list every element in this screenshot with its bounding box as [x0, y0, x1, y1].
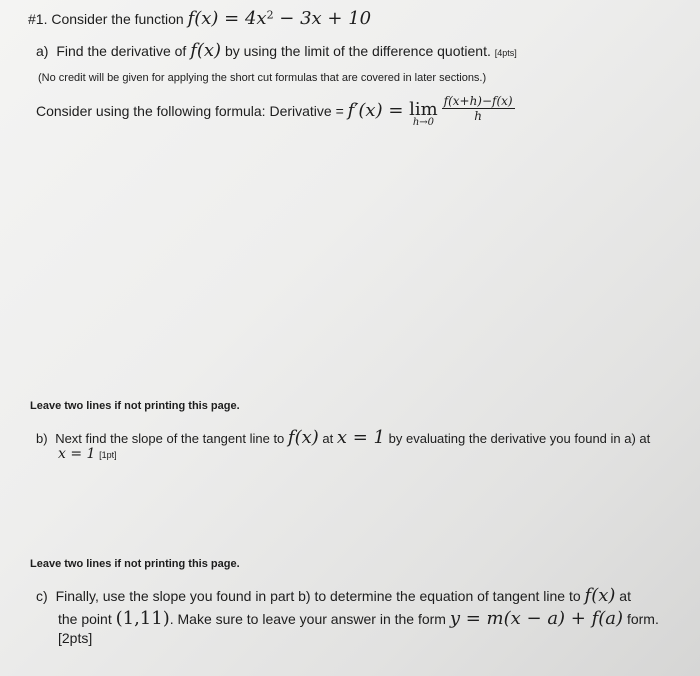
part-a-points: [4pts]	[494, 48, 517, 58]
part-b-points: [1pt]	[99, 450, 117, 460]
leave-lines-note-1: Leave two lines if not printing this page.	[30, 400, 240, 412]
formula-intro: Consider using the following formula: Derivative =	[36, 103, 344, 120]
leave-lines-note-2: Leave two lines if not printing this page.	[30, 558, 240, 570]
formula-lhs: f′(x) =	[347, 100, 410, 122]
part-c-text-3: the point	[58, 611, 112, 627]
part-a-text-after: by using the limit of the difference quotient.	[224, 43, 491, 59]
part-a-text-before: Find the derivative of	[56, 43, 187, 59]
part-a-func: f(x)	[190, 40, 222, 61]
difference-quotient	[442, 94, 515, 123]
part-c-answer-form: y = m(x − a) + f(a)	[449, 608, 624, 629]
difference-quotient-denominator: h	[474, 109, 482, 123]
part-b-func: f(x)	[287, 427, 319, 448]
limit-operator	[409, 98, 438, 128]
problem-intro: Consider the function	[51, 11, 184, 27]
part-c-points: [2pts]	[58, 630, 93, 646]
function-term-a: 4x	[244, 8, 267, 29]
part-b-label: b)	[36, 431, 48, 446]
part-c-func: f(x)	[584, 585, 616, 606]
part-c-question	[36, 585, 631, 606]
part-c-text-4: . Make sure to leave your answer in the form	[169, 611, 446, 627]
part-b-question	[36, 427, 650, 448]
part-b-x-value-2: x = 1	[58, 446, 96, 462]
part-a-label: a)	[36, 43, 49, 59]
limit-label: lim	[409, 98, 438, 120]
function-term-b: − 3x + 10	[273, 8, 372, 29]
problem-header	[28, 8, 371, 29]
part-c-text-1: Finally, use the slope you found in part b) to determine the equation of tangent line to	[55, 588, 581, 604]
function-exponent: 2	[266, 8, 274, 22]
part-b-text-1: Next find the slope of the tangent line to	[55, 431, 285, 446]
function-lhs: f(x) =	[187, 8, 245, 29]
limit-subscript: h→0	[412, 116, 435, 128]
part-b-continuation	[58, 446, 117, 462]
part-c-text-5: form.	[626, 611, 659, 627]
problem-number: #1.	[28, 11, 48, 27]
part-c-label: c)	[36, 588, 48, 604]
part-c-text-2: at	[619, 588, 631, 604]
part-c-point: (1,11)	[115, 608, 170, 629]
part-c-continuation	[58, 608, 659, 629]
part-a-question	[36, 40, 517, 61]
part-b-text-3: by evaluating the derivative you found in a) at	[388, 431, 651, 446]
part-b-text-2: at	[322, 431, 334, 446]
difference-quotient-numerator: f(x+h)−f(x)	[443, 94, 513, 108]
part-a-note: (No credit will be given for applying the short cut formulas that are covered in later sections.)	[38, 72, 487, 84]
part-a-formula	[36, 94, 515, 128]
part-b-x-value: x = 1	[336, 427, 386, 448]
